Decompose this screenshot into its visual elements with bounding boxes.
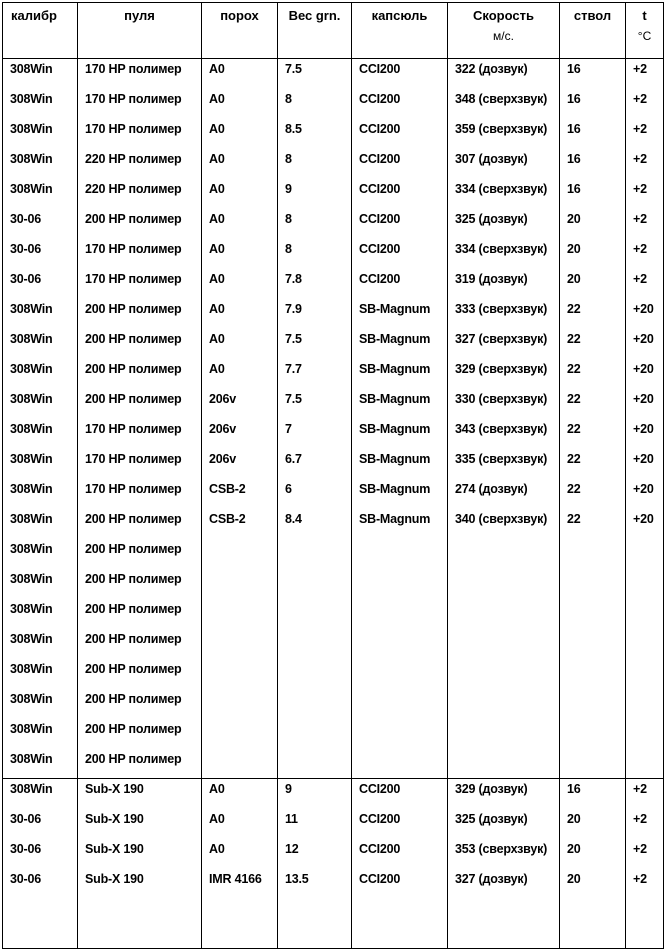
cell-powder: A0 — [202, 269, 278, 299]
header-weight — [278, 3, 352, 59]
cell-primer: SB-Magnum — [352, 449, 448, 479]
table-group-2 — [3, 779, 664, 949]
table-group-1 — [3, 59, 664, 779]
cell-primer: CCI200 — [352, 119, 448, 149]
cell-caliber: 308Win — [3, 509, 78, 539]
header-caliber — [3, 3, 78, 59]
cell-powder — [202, 629, 278, 659]
cell-powder: A0 — [202, 119, 278, 149]
cell-weight: 7.8 — [278, 269, 352, 299]
cell-velocity: 322 (дозвук) — [448, 59, 560, 89]
cell-temperature — [626, 629, 664, 659]
table-row — [3, 329, 664, 359]
cell-weight: 12 — [278, 839, 352, 869]
cell-velocity: 319 (дозвук) — [448, 269, 560, 299]
cell-weight — [278, 749, 352, 779]
table-row — [3, 779, 664, 809]
cell-primer: CCI200 — [352, 179, 448, 209]
cell-weight: 8 — [278, 89, 352, 119]
header-bullet — [78, 3, 202, 59]
cell-caliber: 308Win — [3, 59, 78, 89]
cell-barrel: 16 — [560, 119, 626, 149]
cell-bullet: 170 HP полимер — [78, 239, 202, 269]
cell-primer: SB-Magnum — [352, 299, 448, 329]
cell-caliber: 308Win — [3, 749, 78, 779]
cell-bullet: 170 HP полимер — [78, 119, 202, 149]
table-row — [3, 539, 664, 569]
cell-powder — [202, 539, 278, 569]
cell-empty — [448, 899, 560, 949]
cell-primer: CCI200 — [352, 149, 448, 179]
cell-powder: 206v — [202, 389, 278, 419]
cell-caliber: 30-06 — [3, 239, 78, 269]
cell-primer — [352, 659, 448, 689]
cell-barrel — [560, 629, 626, 659]
cell-primer: CCI200 — [352, 839, 448, 869]
cell-weight: 9 — [278, 179, 352, 209]
cell-primer: SB-Magnum — [352, 509, 448, 539]
table-row — [3, 179, 664, 209]
cell-caliber: 308Win — [3, 479, 78, 509]
cell-barrel: 20 — [560, 209, 626, 239]
cell-primer — [352, 719, 448, 749]
cell-powder: A0 — [202, 299, 278, 329]
cell-primer — [352, 569, 448, 599]
cell-velocity — [448, 719, 560, 749]
cell-caliber: 308Win — [3, 779, 78, 809]
cell-primer: SB-Magnum — [352, 389, 448, 419]
table-row — [3, 809, 664, 839]
cell-barrel: 16 — [560, 59, 626, 89]
cell-empty — [560, 899, 626, 949]
cell-weight — [278, 689, 352, 719]
header-primer — [352, 3, 448, 59]
cell-bullet: 170 HP полимер — [78, 59, 202, 89]
cell-primer: CCI200 — [352, 809, 448, 839]
cell-primer: SB-Magnum — [352, 419, 448, 449]
empty-row — [3, 899, 664, 949]
cell-powder: A0 — [202, 779, 278, 809]
header-label: пуля — [124, 8, 155, 23]
table-row — [3, 749, 664, 779]
cell-bullet: Sub-X 190 — [78, 779, 202, 809]
cell-weight — [278, 599, 352, 629]
cell-barrel: 20 — [560, 839, 626, 869]
cell-velocity: 329 (дозвук) — [448, 779, 560, 809]
table-row — [3, 659, 664, 689]
cell-barrel: 20 — [560, 269, 626, 299]
cell-velocity: 340 (сверхзвук) — [448, 509, 560, 539]
cell-weight: 7.7 — [278, 359, 352, 389]
cell-velocity: 335 (сверхзвук) — [448, 449, 560, 479]
cell-temperature: +2 — [626, 179, 664, 209]
table-row — [3, 119, 664, 149]
table-row — [3, 359, 664, 389]
cell-barrel — [560, 689, 626, 719]
cell-powder — [202, 689, 278, 719]
cell-caliber: 308Win — [3, 449, 78, 479]
table-row — [3, 419, 664, 449]
cell-barrel: 16 — [560, 89, 626, 119]
cell-temperature: +2 — [626, 209, 664, 239]
cell-bullet: 200 HP полимер — [78, 359, 202, 389]
header-label: Скорость — [473, 8, 534, 23]
cell-caliber: 308Win — [3, 599, 78, 629]
header-label: калибр — [11, 8, 57, 23]
cell-weight: 6 — [278, 479, 352, 509]
cell-bullet: Sub-X 190 — [78, 839, 202, 869]
cell-powder — [202, 569, 278, 599]
cell-primer: SB-Magnum — [352, 329, 448, 359]
cell-bullet: 200 HP полимер — [78, 539, 202, 569]
table-row — [3, 869, 664, 899]
cell-temperature: +20 — [626, 329, 664, 359]
table-row — [3, 629, 664, 659]
cell-bullet: 200 HP полимер — [78, 719, 202, 749]
cell-temperature — [626, 749, 664, 779]
cell-powder: A0 — [202, 59, 278, 89]
cell-velocity: 334 (сверхзвук) — [448, 179, 560, 209]
cell-barrel: 20 — [560, 239, 626, 269]
cell-bullet: 220 HP полимер — [78, 179, 202, 209]
cell-barrel — [560, 749, 626, 779]
cell-powder: CSB-2 — [202, 509, 278, 539]
cell-temperature — [626, 659, 664, 689]
cell-caliber: 308Win — [3, 689, 78, 719]
cell-bullet: Sub-X 190 — [78, 809, 202, 839]
cell-barrel: 22 — [560, 299, 626, 329]
cell-caliber: 308Win — [3, 299, 78, 329]
cell-powder — [202, 719, 278, 749]
cell-weight: 7.5 — [278, 389, 352, 419]
cell-caliber: 308Win — [3, 89, 78, 119]
cell-velocity: 325 (дозвук) — [448, 809, 560, 839]
cell-barrel: 22 — [560, 389, 626, 419]
cell-barrel: 16 — [560, 779, 626, 809]
table-row — [3, 389, 664, 419]
cell-barrel: 22 — [560, 479, 626, 509]
cell-primer: CCI200 — [352, 779, 448, 809]
cell-powder: 206v — [202, 419, 278, 449]
cell-temperature — [626, 599, 664, 629]
cell-velocity: 333 (сверхзвук) — [448, 299, 560, 329]
cell-barrel: 22 — [560, 359, 626, 389]
cell-powder: A0 — [202, 89, 278, 119]
cell-weight: 9 — [278, 779, 352, 809]
cell-temperature: +2 — [626, 119, 664, 149]
cell-bullet: 200 HP полимер — [78, 749, 202, 779]
cell-velocity: 334 (сверхзвук) — [448, 239, 560, 269]
cell-velocity: 330 (сверхзвук) — [448, 389, 560, 419]
table-row — [3, 599, 664, 629]
cell-primer — [352, 689, 448, 719]
cell-powder: A0 — [202, 209, 278, 239]
cell-weight: 8 — [278, 239, 352, 269]
table-row — [3, 149, 664, 179]
cell-barrel: 22 — [560, 419, 626, 449]
cell-weight: 13.5 — [278, 869, 352, 899]
cell-bullet: 200 HP полимер — [78, 659, 202, 689]
cell-temperature: +2 — [626, 779, 664, 809]
cell-bullet: 200 HP полимер — [78, 299, 202, 329]
cell-temperature — [626, 689, 664, 719]
cell-weight — [278, 659, 352, 689]
cell-empty — [3, 899, 78, 949]
cell-barrel: 22 — [560, 509, 626, 539]
cell-temperature: +2 — [626, 869, 664, 899]
cell-weight — [278, 629, 352, 659]
cell-caliber: 30-06 — [3, 269, 78, 299]
cell-velocity: 329 (сверхзвук) — [448, 359, 560, 389]
cell-caliber: 308Win — [3, 119, 78, 149]
cell-powder — [202, 749, 278, 779]
cell-weight — [278, 719, 352, 749]
cell-barrel: 22 — [560, 329, 626, 359]
cell-powder: 206v — [202, 449, 278, 479]
cell-caliber: 308Win — [3, 149, 78, 179]
load-data-table — [2, 2, 664, 949]
cell-velocity: 348 (сверхзвук) — [448, 89, 560, 119]
cell-velocity — [448, 629, 560, 659]
cell-temperature: +2 — [626, 149, 664, 179]
table-row — [3, 299, 664, 329]
cell-temperature — [626, 719, 664, 749]
table-row — [3, 719, 664, 749]
cell-bullet: Sub-X 190 — [78, 869, 202, 899]
cell-primer: SB-Magnum — [352, 359, 448, 389]
cell-powder: A0 — [202, 839, 278, 869]
cell-powder: A0 — [202, 149, 278, 179]
cell-powder: A0 — [202, 239, 278, 269]
table-row — [3, 239, 664, 269]
cell-powder: A0 — [202, 179, 278, 209]
cell-powder: A0 — [202, 359, 278, 389]
header-label: ствол — [573, 8, 612, 23]
cell-weight — [278, 539, 352, 569]
cell-primer: CCI200 — [352, 89, 448, 119]
cell-bullet: 170 HP полимер — [78, 449, 202, 479]
cell-bullet: 200 HP полимер — [78, 209, 202, 239]
cell-bullet: 200 HP полимер — [78, 689, 202, 719]
cell-bullet: 200 HP полимер — [78, 599, 202, 629]
cell-caliber: 30-06 — [3, 839, 78, 869]
cell-weight: 7.5 — [278, 329, 352, 359]
header-velocity — [448, 3, 560, 59]
cell-velocity — [448, 659, 560, 689]
cell-temperature: +2 — [626, 839, 664, 869]
cell-barrel — [560, 569, 626, 599]
cell-empty — [278, 899, 352, 949]
cell-velocity — [448, 599, 560, 629]
cell-barrel: 20 — [560, 869, 626, 899]
cell-temperature: +2 — [626, 809, 664, 839]
cell-temperature: +20 — [626, 389, 664, 419]
cell-powder: CSB-2 — [202, 479, 278, 509]
cell-velocity: 343 (сверхзвук) — [448, 419, 560, 449]
cell-bullet: 200 HP полимер — [78, 389, 202, 419]
cell-temperature: +20 — [626, 509, 664, 539]
header-powder — [202, 3, 278, 59]
cell-velocity: 327 (дозвук) — [448, 869, 560, 899]
cell-caliber: 30-06 — [3, 809, 78, 839]
cell-velocity: 274 (дозвук) — [448, 479, 560, 509]
cell-barrel — [560, 599, 626, 629]
cell-empty — [78, 899, 202, 949]
header-temperature — [626, 3, 664, 59]
cell-weight: 7.9 — [278, 299, 352, 329]
cell-barrel: 20 — [560, 809, 626, 839]
cell-bullet: 170 HP полимер — [78, 419, 202, 449]
cell-caliber: 308Win — [3, 389, 78, 419]
table-row — [3, 569, 664, 599]
table-row — [3, 839, 664, 869]
cell-empty — [626, 899, 664, 949]
cell-barrel — [560, 659, 626, 689]
table-row — [3, 269, 664, 299]
cell-weight: 8.4 — [278, 509, 352, 539]
cell-primer — [352, 539, 448, 569]
cell-powder — [202, 659, 278, 689]
cell-temperature: +2 — [626, 89, 664, 119]
cell-temperature: +20 — [626, 449, 664, 479]
cell-weight — [278, 569, 352, 599]
cell-barrel: 16 — [560, 149, 626, 179]
cell-barrel: 22 — [560, 449, 626, 479]
cell-weight: 8.5 — [278, 119, 352, 149]
cell-powder: IMR 4166 — [202, 869, 278, 899]
cell-temperature: +20 — [626, 479, 664, 509]
cell-barrel: 16 — [560, 179, 626, 209]
cell-barrel — [560, 719, 626, 749]
cell-bullet: 170 HP полимер — [78, 269, 202, 299]
cell-velocity — [448, 749, 560, 779]
cell-temperature: +2 — [626, 269, 664, 299]
table-row — [3, 689, 664, 719]
cell-velocity: 307 (дозвук) — [448, 149, 560, 179]
cell-primer: CCI200 — [352, 269, 448, 299]
cell-caliber: 308Win — [3, 329, 78, 359]
table-row — [3, 479, 664, 509]
cell-primer: CCI200 — [352, 239, 448, 269]
cell-barrel — [560, 539, 626, 569]
table-row — [3, 59, 664, 89]
header-sublabel: м/с. — [493, 29, 514, 43]
cell-caliber: 308Win — [3, 539, 78, 569]
cell-primer: SB-Magnum — [352, 479, 448, 509]
cell-velocity: 325 (дозвук) — [448, 209, 560, 239]
cell-empty — [352, 899, 448, 949]
table-row — [3, 509, 664, 539]
cell-empty — [202, 899, 278, 949]
cell-bullet: 200 HP полимер — [78, 329, 202, 359]
cell-temperature: +20 — [626, 359, 664, 389]
header-row — [3, 3, 664, 59]
cell-primer — [352, 599, 448, 629]
cell-velocity — [448, 689, 560, 719]
cell-primer: CCI200 — [352, 209, 448, 239]
cell-temperature: +20 — [626, 419, 664, 449]
cell-caliber: 308Win — [3, 569, 78, 599]
cell-bullet: 170 HP полимер — [78, 89, 202, 119]
header-label: капсюль — [371, 8, 428, 23]
cell-caliber: 308Win — [3, 419, 78, 449]
cell-weight: 7.5 — [278, 59, 352, 89]
cell-powder: A0 — [202, 329, 278, 359]
cell-weight: 8 — [278, 209, 352, 239]
cell-bullet: 200 HP полимер — [78, 569, 202, 599]
cell-caliber: 308Win — [3, 719, 78, 749]
table-row — [3, 89, 664, 119]
table-row — [3, 449, 664, 479]
header-barrel — [560, 3, 626, 59]
cell-primer: CCI200 — [352, 59, 448, 89]
cell-weight: 6.7 — [278, 449, 352, 479]
cell-velocity: 327 (сверхзвук) — [448, 329, 560, 359]
cell-bullet: 200 HP полимер — [78, 509, 202, 539]
cell-caliber: 308Win — [3, 659, 78, 689]
cell-caliber: 30-06 — [3, 869, 78, 899]
cell-caliber: 308Win — [3, 179, 78, 209]
cell-powder: A0 — [202, 809, 278, 839]
table-row — [3, 209, 664, 239]
cell-velocity: 359 (сверхзвук) — [448, 119, 560, 149]
cell-velocity: 353 (сверхзвук) — [448, 839, 560, 869]
cell-velocity — [448, 569, 560, 599]
cell-weight: 7 — [278, 419, 352, 449]
cell-weight: 11 — [278, 809, 352, 839]
cell-primer: CCI200 — [352, 869, 448, 899]
cell-primer — [352, 749, 448, 779]
cell-temperature: +2 — [626, 239, 664, 269]
cell-temperature — [626, 569, 664, 599]
header-label: порох — [220, 8, 259, 23]
cell-bullet: 220 HP полимер — [78, 149, 202, 179]
cell-powder — [202, 599, 278, 629]
cell-primer — [352, 629, 448, 659]
cell-temperature — [626, 539, 664, 569]
cell-bullet: 200 HP полимер — [78, 629, 202, 659]
header-label: Вес grn. — [288, 8, 341, 23]
header-label: t — [642, 8, 647, 23]
cell-velocity — [448, 539, 560, 569]
cell-caliber: 308Win — [3, 629, 78, 659]
cell-bullet: 170 HP полимер — [78, 479, 202, 509]
cell-temperature: +20 — [626, 299, 664, 329]
cell-caliber: 308Win — [3, 359, 78, 389]
cell-temperature: +2 — [626, 59, 664, 89]
cell-caliber: 30-06 — [3, 209, 78, 239]
cell-weight: 8 — [278, 149, 352, 179]
header-sublabel: °C — [637, 29, 652, 43]
